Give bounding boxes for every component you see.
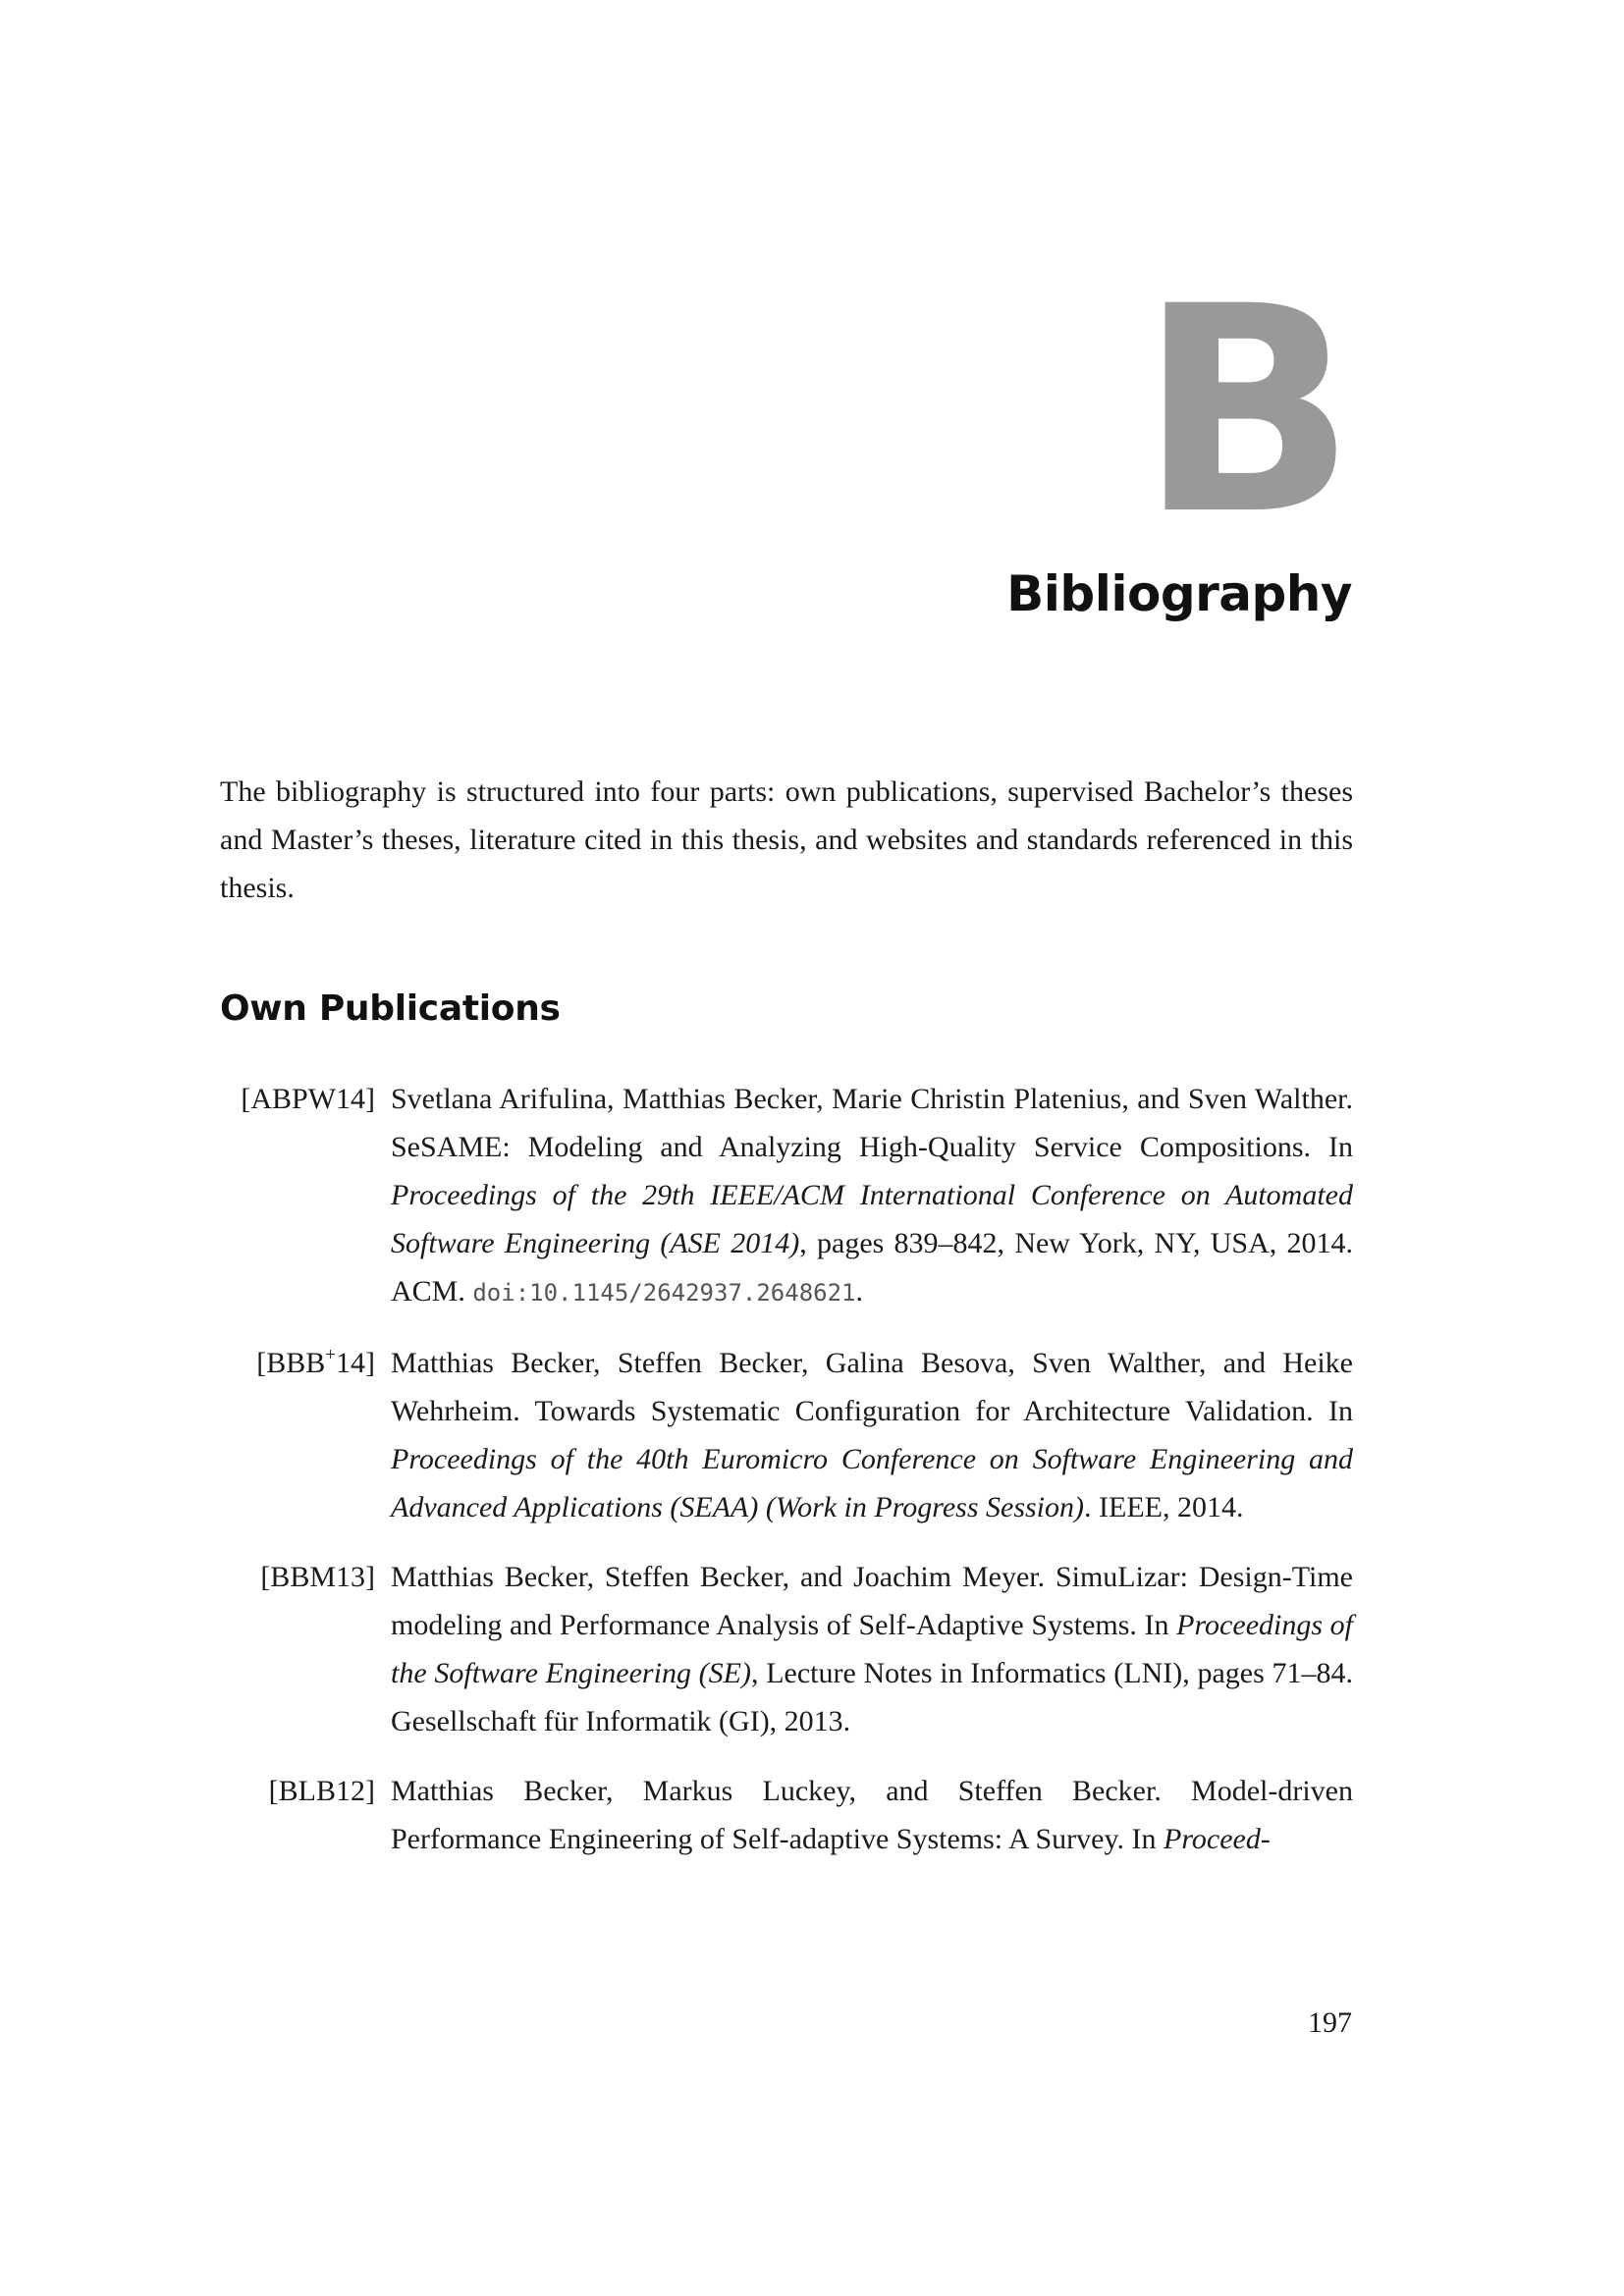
intro-paragraph: The bibliography is structured into four parts: own publications, supervised Bachelor’s theses and Master’s theses, literature cited in this thesis, and websites and standards referenced in this thesis.: [220, 775, 1353, 904]
bib-key-superscript: +: [325, 1345, 336, 1365]
bib-entry: [220, 1075, 1353, 1317]
bib-venue: Proceedings of the 29th IEEE/ACM International Conference on Automated Software Engineering (ASE 2014): [391, 1179, 1353, 1259]
bib-text-lead: Matthias Becker, Markus Luckey, and Steffen Becker. Model-driven Performance Engineering of Self-adaptive Systems: A Survey. In: [391, 1775, 1353, 1855]
bib-text-lead: Matthias Becker, Steffen Becker, Galina Besova, Sven Walther, and Heike Wehrheim. Towards Systematic Configuration for Architecture Validation. In: [391, 1347, 1353, 1427]
bib-key-prefix: [BBB: [256, 1347, 326, 1379]
bib-text: [391, 1767, 1353, 1863]
bib-text: [391, 1339, 1353, 1531]
bibliography-list: [220, 1075, 1353, 1885]
bib-entry: [220, 1553, 1353, 1745]
section-title: Own Publications: [220, 988, 561, 1029]
bib-entry: [220, 1339, 1353, 1531]
bib-text: [391, 1553, 1353, 1745]
bib-text-tail: . IEEE, 2014.: [1084, 1491, 1244, 1523]
chapter-title: Bibliography: [1006, 565, 1352, 622]
bib-key: [ABPW14]: [241, 1083, 375, 1115]
bib-text-end: .: [855, 1275, 863, 1308]
bib-venue: Proceed-: [1164, 1823, 1271, 1855]
bib-text-lead: Matthias Becker, Steffen Becker, and Joachim Meyer. SimuLizar: Design-Time modeling and Performance Analysis of Self-Adaptive Systems. In: [391, 1561, 1353, 1641]
page-number: 197: [1308, 2006, 1352, 2039]
bib-key: [220, 1339, 375, 1387]
bib-entry: [220, 1767, 1353, 1863]
bib-text-tail: , pages 839–842, New York, NY, USA, 2014. ACM.: [391, 1227, 1353, 1308]
bib-doi-link[interactable]: doi:10.1145/2642937.2648621: [472, 1279, 856, 1307]
bib-text-lead: Svetlana Arifulina, Matthias Becker, Marie Christin Platenius, and Sven Walther. SeSAME: Modeling and Analyzing High-Quality Service Compositions. In: [391, 1083, 1353, 1163]
chapter-letter: B: [1138, 246, 1352, 577]
bib-venue: Proceedings of the 40th Euromicro Conference on Software Engineering and Advanced Applications (SEAA) (Work in Progress Session): [391, 1443, 1353, 1523]
bib-key-suffix: 14]: [336, 1347, 375, 1379]
bib-venue: Proceedings of the Software Engineering (SE): [391, 1609, 1353, 1689]
bib-text-tail: , Lecture Notes in Informatics (LNI), pages 71–84. Gesellschaft für Informatik (GI), 2013.: [391, 1657, 1353, 1737]
bib-key: [BBM13]: [260, 1561, 375, 1593]
bib-key: [BLB12]: [268, 1775, 375, 1807]
bib-text: [391, 1075, 1353, 1317]
